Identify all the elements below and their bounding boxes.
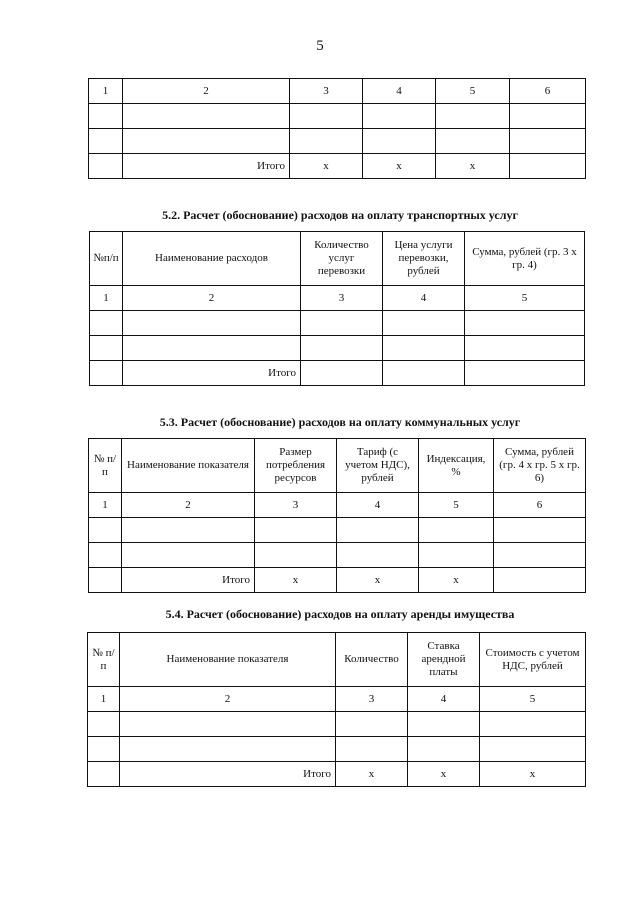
header-cell: Сумма, рублей (гр. 4 x гр. 5 x гр. 6): [494, 439, 586, 493]
column-number: 1: [88, 687, 120, 712]
total-row: [89, 154, 586, 179]
empty-cell: [122, 518, 255, 543]
table-transport-services: [89, 231, 585, 386]
column-number: 3: [255, 493, 337, 518]
empty-cell: [480, 712, 586, 737]
empty-cell: [122, 543, 255, 568]
empty-cell: [383, 361, 465, 386]
empty-cell: [436, 104, 510, 129]
total-cell: x: [436, 154, 510, 179]
column-number-row: [88, 687, 586, 712]
empty-cell: [408, 712, 480, 737]
total-label: Итого: [123, 361, 301, 386]
empty-cell: [89, 129, 123, 154]
empty-cell: [88, 712, 120, 737]
empty-cell: [465, 311, 585, 336]
empty-cell: [290, 129, 363, 154]
column-number: 5: [436, 79, 510, 104]
total-cell: [510, 154, 586, 179]
empty-cell: [494, 543, 586, 568]
table-row: [89, 543, 586, 568]
table-row: [88, 737, 586, 762]
total-cell: [494, 568, 586, 593]
column-number: 4: [408, 687, 480, 712]
empty-cell: [336, 712, 408, 737]
header-cell: № п/п: [89, 439, 122, 493]
section-title-5-4: 5.4. Расчет (обоснование) расходов на оплату аренды имущества: [165, 607, 515, 621]
header-cell: Ставка арендной платы: [408, 633, 480, 687]
column-number: 6: [510, 79, 586, 104]
column-number: 3: [290, 79, 363, 104]
empty-cell: [337, 543, 419, 568]
total-row: [89, 568, 586, 593]
total-label: Итого: [123, 154, 290, 179]
column-number: 2: [123, 79, 290, 104]
empty-cell: [89, 518, 122, 543]
table-row: [89, 518, 586, 543]
section-title-5-2: 5.2. Расчет (обоснование) расходов на оплату транспортных услуг: [162, 208, 518, 222]
header-cell: Стоимость с учетом НДС, рублей: [480, 633, 586, 687]
column-number: 4: [383, 286, 465, 311]
header-cell: Количество услуг перевозки: [301, 232, 383, 286]
empty-cell: [89, 568, 122, 593]
header-cell: №п/п: [90, 232, 123, 286]
empty-cell: [290, 104, 363, 129]
empty-cell: [123, 336, 301, 361]
table-row: [89, 104, 586, 129]
total-cell: x: [290, 154, 363, 179]
column-number: 1: [89, 79, 123, 104]
empty-cell: [383, 311, 465, 336]
total-cell: x: [480, 762, 586, 787]
empty-cell: [123, 129, 290, 154]
column-number-row: [89, 493, 586, 518]
empty-cell: [436, 129, 510, 154]
empty-cell: [255, 543, 337, 568]
empty-cell: [90, 311, 123, 336]
empty-cell: [88, 737, 120, 762]
header-row: [88, 633, 586, 687]
header-cell: Индексация, %: [419, 439, 494, 493]
table-row: [90, 336, 585, 361]
total-cell: x: [408, 762, 480, 787]
column-number: 6: [494, 493, 586, 518]
empty-cell: [408, 737, 480, 762]
header-cell: Цена услуги перевозки, рублей: [383, 232, 465, 286]
empty-cell: [123, 104, 290, 129]
column-number: 2: [122, 493, 255, 518]
column-number: 3: [301, 286, 383, 311]
empty-cell: [301, 311, 383, 336]
empty-cell: [510, 104, 586, 129]
column-number: 3: [336, 687, 408, 712]
header-cell: Наименование расходов: [123, 232, 301, 286]
empty-cell: [120, 712, 336, 737]
empty-cell: [419, 543, 494, 568]
column-number: 4: [337, 493, 419, 518]
column-number: 1: [90, 286, 123, 311]
empty-cell: [336, 737, 408, 762]
empty-cell: [88, 762, 120, 787]
column-number: 2: [120, 687, 336, 712]
empty-cell: [494, 518, 586, 543]
empty-cell: [363, 129, 436, 154]
empty-cell: [123, 311, 301, 336]
empty-cell: [419, 518, 494, 543]
column-number-row: [90, 286, 585, 311]
column-number: 5: [480, 687, 586, 712]
header-cell: Количество: [336, 633, 408, 687]
total-label: Итого: [120, 762, 336, 787]
header-cell: Наименование показателя: [120, 633, 336, 687]
total-cell: x: [337, 568, 419, 593]
total-cell: x: [336, 762, 408, 787]
column-number: 5: [419, 493, 494, 518]
column-number: 2: [123, 286, 301, 311]
table-row: [89, 129, 586, 154]
column-number-row: [89, 79, 586, 104]
header-row: [90, 232, 585, 286]
total-cell: x: [363, 154, 436, 179]
empty-cell: [465, 336, 585, 361]
column-number: 1: [89, 493, 122, 518]
empty-cell: [90, 361, 123, 386]
section-title-5-3: 5.3. Расчет (обоснование) расходов на оплату коммунальных услуг: [159, 415, 521, 429]
table-utility-services: [88, 438, 586, 593]
empty-cell: [89, 543, 122, 568]
header-cell: Тариф (с учетом НДС), рублей: [337, 439, 419, 493]
table-continuation: [88, 78, 586, 179]
header-row: [89, 439, 586, 493]
table-property-rent: [87, 632, 586, 787]
total-row: [88, 762, 586, 787]
header-cell: № п/п: [88, 633, 120, 687]
table-row: [90, 311, 585, 336]
empty-cell: [383, 336, 465, 361]
total-cell: x: [255, 568, 337, 593]
header-cell: Наименование показателя: [122, 439, 255, 493]
empty-cell: [301, 336, 383, 361]
empty-cell: [337, 518, 419, 543]
table-row: [88, 712, 586, 737]
column-number: 5: [465, 286, 585, 311]
total-row: [90, 361, 585, 386]
total-cell: x: [419, 568, 494, 593]
empty-cell: [90, 336, 123, 361]
total-label: Итого: [122, 568, 255, 593]
empty-cell: [89, 104, 123, 129]
header-cell: Сумма, рублей (гр. 3 x гр. 4): [465, 232, 585, 286]
empty-cell: [301, 361, 383, 386]
empty-cell: [480, 737, 586, 762]
empty-cell: [89, 154, 123, 179]
empty-cell: [255, 518, 337, 543]
empty-cell: [363, 104, 436, 129]
empty-cell: [120, 737, 336, 762]
column-number: 4: [363, 79, 436, 104]
empty-cell: [510, 129, 586, 154]
header-cell: Размер потребления ресурсов: [255, 439, 337, 493]
page-number: 5: [316, 38, 324, 54]
empty-cell: [465, 361, 585, 386]
